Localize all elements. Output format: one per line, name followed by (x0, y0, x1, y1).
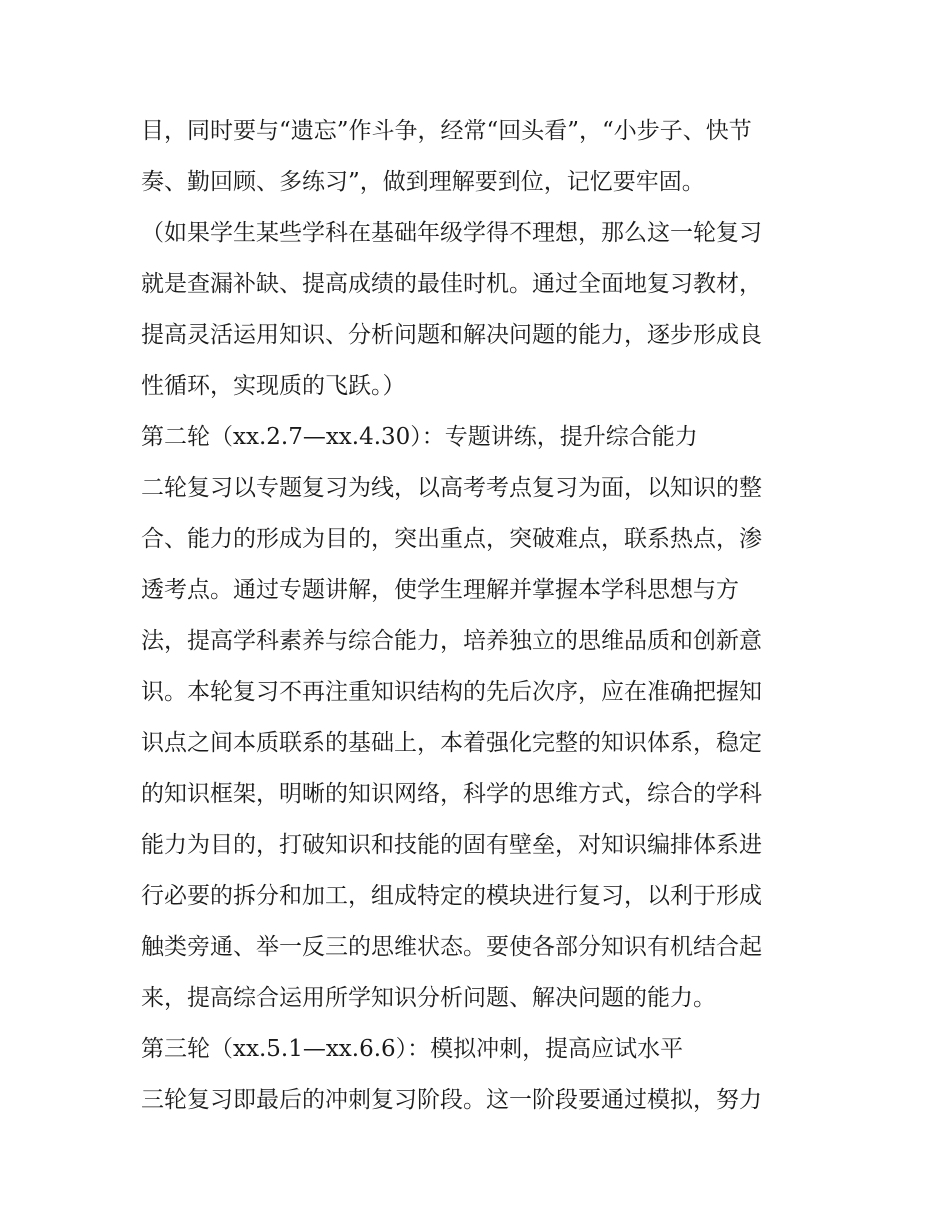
text-line: 性循环，实现质的飞跃。） (141, 373, 406, 399)
text-line: 奏、勤回顾、多练习”，做到理解要到位，记忆要牢固。 (141, 169, 705, 195)
text-line: 行必要的拆分和加工，组成特定的模块进行复习，以利于形成 (141, 883, 762, 909)
text-line: 合、能力的形成为目的，突出重点，突破难点，联系热点，渗 (141, 526, 762, 552)
document-body (141, 106, 821, 1126)
text-line: 法，提高学科素养与综合能力，培养独立的思维品质和创新意 (141, 628, 762, 654)
text-line: 目，同时要与“遗忘”作斗争，经常“回头看”，“小步子、快节 (141, 118, 752, 144)
text-line: 提高灵活运用知识、分析问题和解决问题的能力，逐步形成良 (141, 322, 762, 348)
text-line: 识。本轮复习不再注重知识结构的先后次序，应在准确把握知 (141, 679, 762, 705)
section-heading-round-three: 第三轮（xx.5.1—xx.6.6）：模拟冲刺，提高应试水平 (141, 1036, 684, 1062)
text-line: 透考点。通过专题讲解，使学生理解并掌握本学科思想与方 (141, 577, 739, 603)
text-line: 就是查漏补缺、提高成绩的最佳时机。通过全面地复习教材， (141, 271, 762, 297)
text-line: 二轮复习以专题复习为线，以高考考点复习为面，以知识的整 (141, 475, 762, 501)
text-line: 识点之间本质联系的基础上，本着强化完整的知识体系，稳定 (141, 730, 762, 756)
text-line: 的知识框架，明晰的知识网络，科学的思维方式，综合的学科 (141, 781, 762, 807)
text-line: 能力为目的，打破知识和技能的固有壁垒，对知识编排体系进 (141, 832, 762, 858)
section-heading-round-two: 第二轮（xx.2.7—xx.4.30）：专题讲练，提升综合能力 (141, 424, 698, 450)
text-line: 来，提高综合运用所学知识分析问题、解决问题的能力。 (141, 985, 716, 1011)
text-line: （如果学生某些学科在基础年级学得不理想，那么这一轮复习 (141, 220, 762, 246)
text-line: 触类旁通、举一反三的思维状态。要使各部分知识有机结合起 (141, 934, 762, 960)
text-line: 三轮复习即最后的冲刺复习阶段。这一阶段要通过模拟，努力 (141, 1087, 762, 1113)
